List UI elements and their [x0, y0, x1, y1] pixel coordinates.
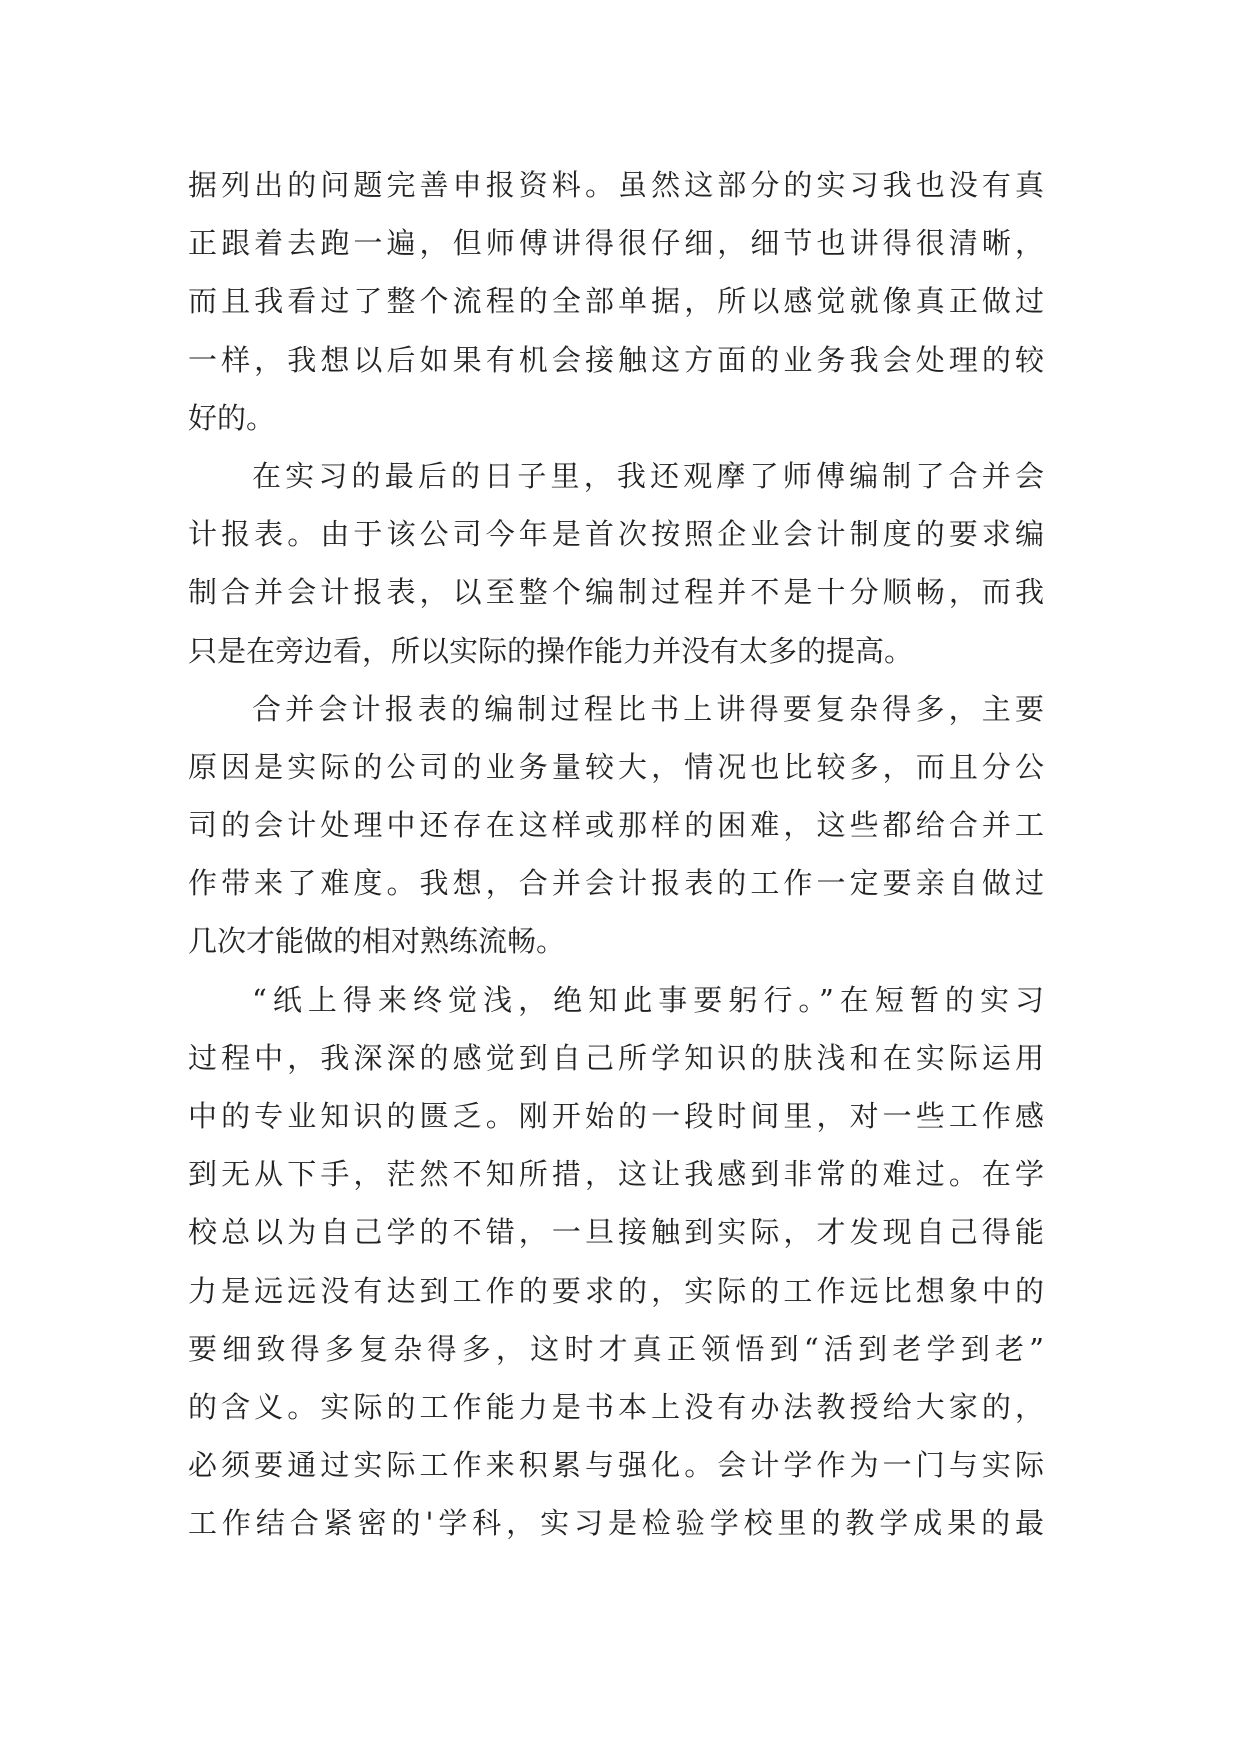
text-line: 中的专业知识的匮乏。刚开始的一段时间里，对一些工作感 [188, 1099, 1044, 1133]
text-line: 司的会计处理中还存在这样或那样的困难，这些都给合并工 [188, 808, 1044, 843]
text-line: 据列出的问题完善申报资料。虽然这部分的实习我也没有真 [188, 168, 1044, 202]
text-line: 的含义。实际的工作能力是书本上没有办法教授给大家的， [188, 1389, 1044, 1424]
text-line: 好的。 [188, 400, 276, 435]
text-line: 原因是实际的公司的业务量较大，情况也比较多，而且分公 [188, 749, 1044, 784]
text-line: 作带来了难度。我想，合并会计报表的工作一定要亲自做过 [188, 866, 1044, 901]
text-line: 只是在旁边看，所以实际的操作能力并没有太多的提高。 [188, 633, 914, 668]
text-line: 必须要通过实际工作来积累与强化。会计学作为一门与实际 [188, 1448, 1044, 1483]
text-line: 正跟着去跑一遍，但师傅讲得很仔细，细节也讲得很清晰， [188, 226, 1044, 261]
text-line: 校总以为自己学的不错，一旦接触到实际，才发现自己得能 [188, 1215, 1044, 1250]
text-line: 到无从下手，茫然不知所措，这让我感到非常的难过。在学 [188, 1157, 1044, 1192]
text-line: 合并会计报表的编制过程比书上讲得要复杂得多，主要 [252, 691, 1044, 726]
text-line: 一样，我想以后如果有机会接触这方面的业务我会处理的较 [188, 342, 1044, 377]
text-line: 制合并会计报表，以至整个编制过程并不是十分顺畅，而我 [188, 575, 1044, 610]
text-line: 在实习的最后的日子里，我还观摩了师傅编制了合并会 [252, 458, 1044, 493]
document-body [188, 156, 1044, 1553]
text-line: “纸上得来终觉浅，绝知此事要躬行。”在短暂的实习 [252, 982, 1044, 1017]
text-line: 而且我看过了整个流程的全部单据，所以感觉就像真正做过 [188, 284, 1044, 319]
text-line: 几次才能做的相对熟练流畅。 [188, 924, 566, 959]
text-line: 力是远远没有达到工作的要求的，实际的工作远比想象中的 [188, 1273, 1044, 1308]
text-line: 工作结合紧密的'学科，实习是检验学校里的教学成果的最 [188, 1506, 1044, 1541]
text-line: 要细致得多复杂得多，这时才真正领悟到“活到老学到老” [188, 1331, 1044, 1366]
text-line: 过程中，我深深的感觉到自己所学知识的肤浅和在实际运用 [188, 1040, 1044, 1075]
text-line: 计报表。由于该公司今年是首次按照企业会计制度的要求编 [188, 517, 1044, 552]
